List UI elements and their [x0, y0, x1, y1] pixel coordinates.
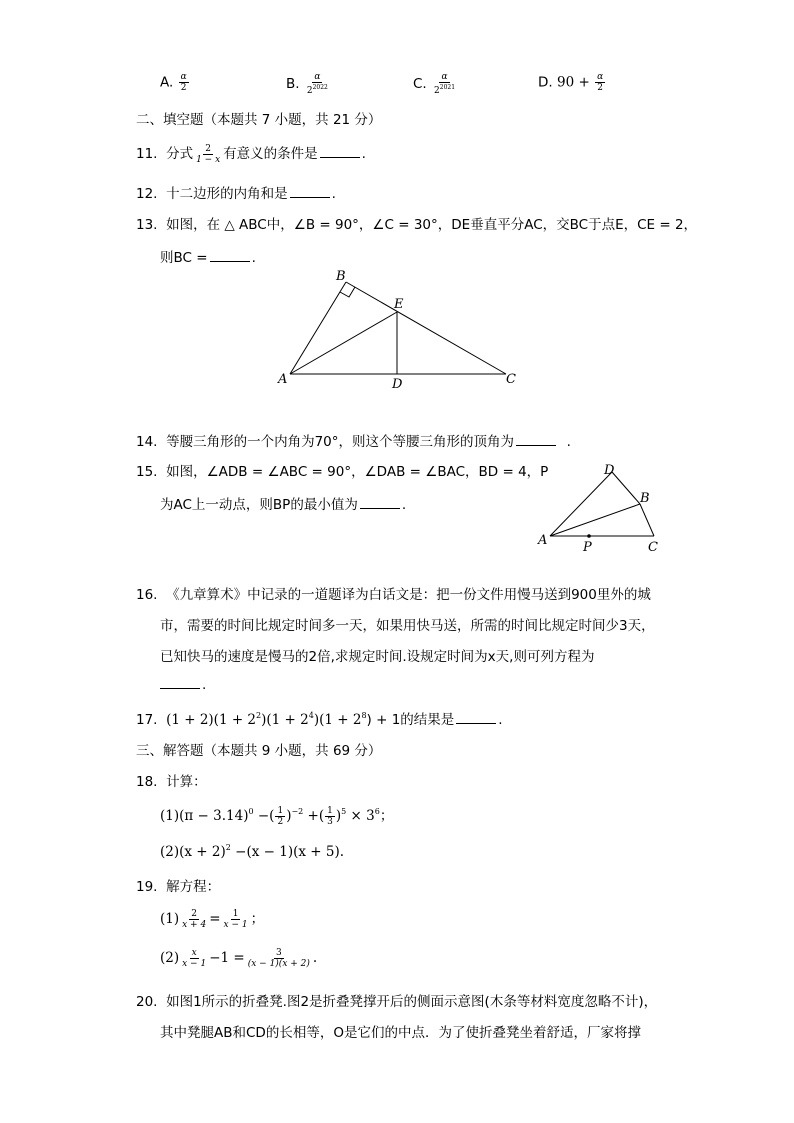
q10-option-a: A. $\frac{\alpha}{2}$: [160, 72, 187, 93]
label-a: A: [538, 533, 548, 548]
question-13: 13. 如图，在 △ ABC中，∠B = 90°，∠C = 30°，DE垂直平分AC，交BC于点E，CE = 2，: [136, 217, 698, 233]
section-2-heading: 二、填空题（本题共 7 小题，共 21 分）: [136, 112, 382, 128]
segment-db: [612, 472, 640, 504]
answer-blank: [210, 249, 250, 262]
segment-ae: [290, 312, 397, 374]
label-b: B: [640, 491, 650, 506]
section-3-heading: 三、解答题（本题共 9 小题，共 69 分）: [136, 743, 382, 759]
segment-ab: [290, 282, 346, 374]
q15-triangle-figure: [532, 458, 668, 554]
label-a: A: [278, 372, 288, 387]
question-16-line2: 市，需要的时间比规定时间多一天，如果用快马送，所需的时间比规定时间少3天，: [160, 618, 655, 634]
label-d: D: [392, 377, 403, 392]
question-19: 19. 解方程：: [136, 879, 221, 895]
label-d: D: [604, 463, 615, 478]
label-e: E: [394, 297, 404, 312]
question-18: 18. 计算：: [136, 774, 207, 790]
q10-option-c: C. $\frac{\alpha}{2^{2021}}$: [413, 72, 456, 96]
q10-option-d: D. 90 + $\frac{\alpha}{2}$: [538, 72, 604, 93]
q10-option-b: B. $\frac{\alpha}{2^{2022}}$: [286, 72, 328, 96]
question-15-line2: 为AC上一动点，则BP的最小值为 .: [160, 497, 407, 513]
segment-bc: [640, 504, 654, 536]
answer-blank: [290, 185, 330, 198]
question-13-line2: 则BC = .: [160, 250, 256, 266]
question-19-part2: (2) $\frac{x}{x - 1}$ −1 = $\frac{3}{(x - 1)(x + 2)}$ .: [160, 948, 318, 969]
question-16-line3: 已知快马的速度是慢马的2倍,求规定时间.设规定时间为x天,则可列方程为: [160, 649, 595, 665]
question-12: 12. 十二边形的内角和是 .: [136, 186, 336, 202]
question-20: 20. 如图1所示的折叠凳.图2是折叠凳撑开后的侧面示意图(木条等材料宽度忽略不计)，: [136, 994, 658, 1010]
question-18-part1: $(1)(\pi - 3.14)^0$ −( $\frac{1}{2}$ )$^{-2}$ +( $\frac{1}{3}$ )$^5 \times 3^6$；: [160, 806, 394, 827]
question-14: 14. 等腰三角形的一个内角为70°，则这个等腰三角形的顶角为 .: [136, 434, 571, 450]
question-19-part1: (1) $\frac{2}{x + 4}$ = $\frac{1}{x - 1}$ ；: [160, 909, 265, 930]
label-b: B: [336, 269, 346, 284]
answer-blank: [516, 433, 556, 446]
label-c: C: [648, 540, 658, 554]
answer-blank: [320, 145, 360, 158]
question-20-line2: 其中凳腿AB和CD的长相等，O是它们的中点．为了使折叠凳坐着舒适，厂家将撑: [160, 1025, 641, 1041]
question-16-line4: .: [160, 676, 206, 693]
question-16: 16. 《九章算术》中记录的一道题译为白话文是：把一份文件用慢马送到900里外的城: [136, 587, 651, 603]
answer-blank: [456, 711, 496, 724]
question-15: 15. 如图，∠ADB = ∠ABC = 90°，∠DAB = ∠BAC，BD = 4，P: [136, 464, 549, 480]
label-c: C: [506, 372, 516, 387]
answer-blank: [360, 496, 400, 509]
q13-triangle-figure: [270, 266, 530, 392]
answer-blank: [160, 676, 200, 689]
label-p: P: [583, 540, 592, 554]
segment-ab: [550, 504, 640, 536]
question-18-part2: $(2)(x + 2)^2 -(x - 1)(x + 5)$.: [160, 843, 345, 860]
segment-ad: [550, 472, 612, 536]
point-p: [587, 534, 591, 538]
question-17: 17. $(1 + 2)(1 + 2^2)(1 + 2^4)(1 + 2^8) + 1$的结果是 .: [136, 711, 503, 728]
question-11: 11. 分式 $\frac{2}{1 - x}$ 有意义的条件是 .: [136, 143, 366, 165]
